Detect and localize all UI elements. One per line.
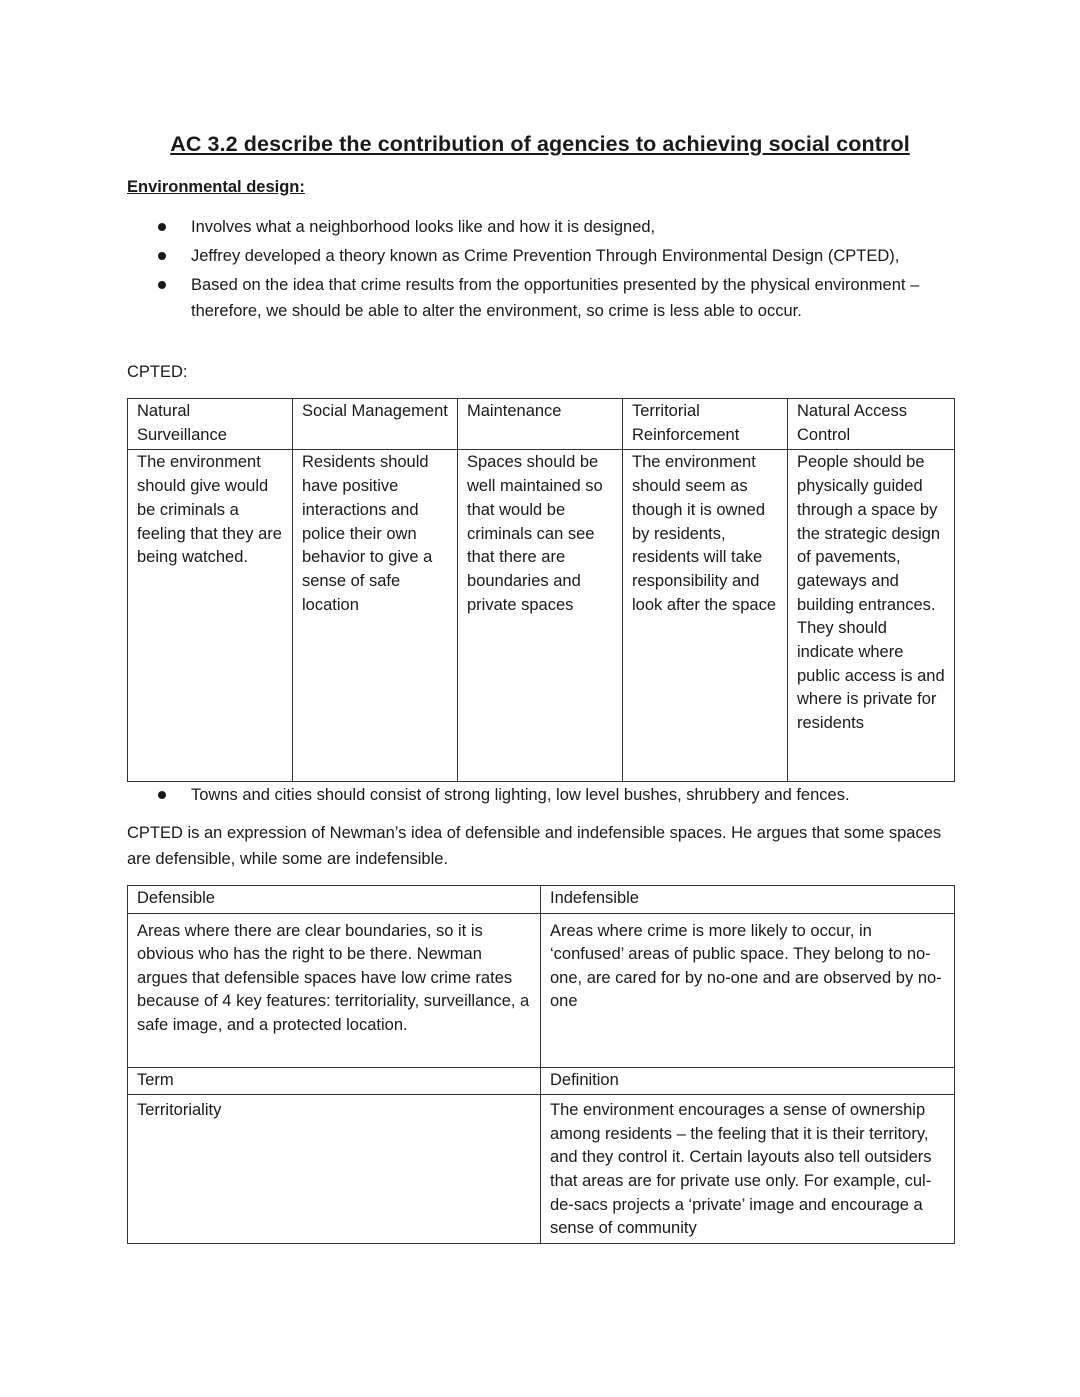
bullet-dot-icon [158, 791, 166, 799]
bullet-item [127, 214, 957, 240]
section-heading: Environmental design: [127, 178, 305, 196]
defensible-body-row [128, 913, 955, 1067]
bullet-dot-icon [158, 252, 166, 260]
defensible-header-row [128, 886, 955, 914]
bullet-text: Jeffrey developed a theory known as Crime Prevention Through Environmental Design (CPTED), [191, 247, 900, 265]
bullet-item [127, 272, 957, 324]
intro-bullet-list [127, 214, 957, 327]
indefensible-text: Areas where crime is more likely to occur, in ‘confused’ areas of public space. They belong to no-one, are cared for by no-one and are observed by no-one [541, 913, 955, 1067]
bullet-text: Towns and cities should consist of strong lighting, low level bushes, shrubbery and fences. [191, 786, 850, 804]
indefensible-header: Indefensible [541, 886, 955, 914]
newman-paragraph: CPTED is an expression of Newman’s idea of defensible and indefensible spaces. He argues that some spaces are defensible, while some are indefensible. [127, 824, 942, 868]
defensible-header: Defensible [128, 886, 541, 914]
cpted-body-cell: Residents should have positive interactions and police their own behavior to give a sense of safe location [293, 450, 458, 782]
cpted-header-cell: Territorial Reinforcement [623, 399, 788, 450]
cpted-body-cell: The environment should give would be criminals a feeling that they are being watched. [128, 450, 293, 782]
term-cell: Territoriality [128, 1095, 541, 1244]
definition-header: Definition [541, 1067, 955, 1095]
cpted-table [127, 398, 955, 782]
page-title: AC 3.2 describe the contribution of agencies to achieving social control [170, 132, 910, 156]
cpted-body-row [128, 450, 955, 782]
defensible-table [127, 885, 955, 1244]
bullet-item [127, 782, 957, 808]
cpted-body-cell: Spaces should be well maintained so that would be criminals can see that there are boundaries and private spaces [458, 450, 623, 782]
bullet-item [127, 243, 957, 269]
cpted-body-cell: People should be physically guided through a space by the strategic design of pavements, gateways and building entrances. They should indicate where public access is and where is private for residents [788, 450, 955, 782]
term-header: Term [128, 1067, 541, 1095]
cpted-header-cell: Natural Surveillance [128, 399, 293, 450]
bullet-dot-icon [158, 223, 166, 231]
cpted-header-cell: Social Management [293, 399, 458, 450]
cpted-body-cell: The environment should seem as though it is owned by residents, residents will take responsibility and look after the space [623, 450, 788, 782]
cpted-header-cell: Natural Access Control [788, 399, 955, 450]
cpted-header-cell: Maintenance [458, 399, 623, 450]
definition-cell: The environment encourages a sense of ownership among residents – the feeling that it is their territory, and they control it. Certain layouts also tell outsiders that areas are for private use only. For example, cul-de-sacs projects a ‘private’ image and encourage a sense of community [541, 1095, 955, 1244]
bullet-text: Involves what a neighborhood looks like and how it is designed, [191, 218, 656, 236]
cpted-label: CPTED: [127, 363, 188, 381]
defensible-text: Areas where there are clear boundaries, so it is obvious who has the right to be there. Newman argues that defensible spaces have low crime rates because of 4 key features: territoriality, surveillance, a safe image, and a protected location. [128, 913, 541, 1067]
term-header-row [128, 1067, 955, 1095]
term-row [128, 1095, 955, 1244]
bullet-text: Based on the idea that crime results from the opportunities presented by the physical environment – therefore, we should be able to alter the environment, so crime is less able to occur. [191, 276, 920, 320]
bullet-dot-icon [158, 281, 166, 289]
lighting-bullet-list [127, 782, 957, 811]
cpted-header-row [128, 399, 955, 450]
